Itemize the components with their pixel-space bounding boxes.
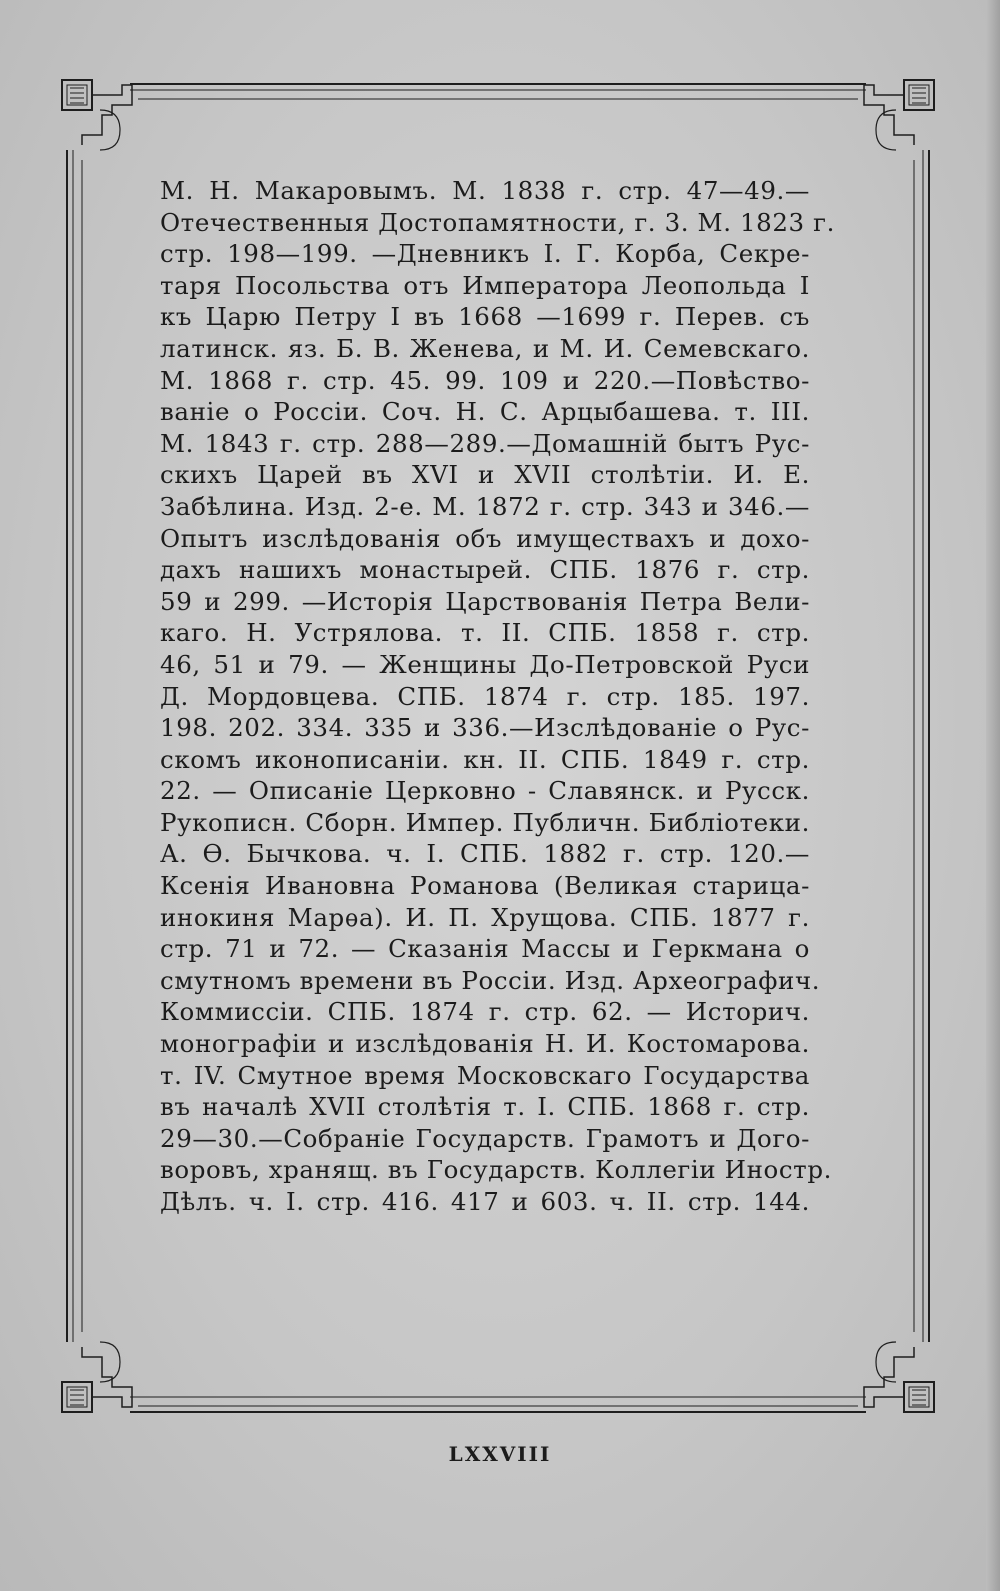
text-line: 22. — Описаніе Церковно - Славянск. и Русск. xyxy=(160,776,810,806)
corner-ornament-top-left xyxy=(62,80,132,150)
text-line: воровъ, хранящ. въ Государств. Коллегіи Иностр. xyxy=(160,1155,832,1185)
text-line: Опытъ изслѣдованія объ имуществахъ и дохо- xyxy=(160,523,810,553)
text-line: инокиня Марѳа). И. П. Хрущова. СПБ. 1877 г. xyxy=(160,902,810,932)
text-line: Коммиссіи. СПБ. 1874 г. стр. 62. — Историч. xyxy=(160,997,810,1027)
text-line: Рукописн. Сборн. Импер. Публичн. Библіотеки. xyxy=(160,807,810,837)
text-line: М. 1868 г. стр. 45. 99. 109 и 220.—Повѣство- xyxy=(160,365,810,395)
text-line: таря Посольства отъ Императора Леопольда I xyxy=(160,270,810,300)
text-line: Забѣлина. Изд. 2-е. М. 1872 г. стр. 343 и 346.— xyxy=(160,491,810,521)
text-line: М. 1843 г. стр. 288—289.—Домашній бытъ Рус- xyxy=(160,428,810,458)
text-line: въ началѣ XVII столѣтія т. I. СПБ. 1868 г. стр. xyxy=(160,1092,810,1122)
text-line: 59 и 299. —Исторія Царствованія Петра Вели- xyxy=(160,586,810,616)
text-line: ваніе о Россіи. Соч. Н. С. Арцыбашева. т. III. xyxy=(160,397,810,427)
text-line: смутномъ времени въ Россіи. Изд. Археографич. xyxy=(160,965,821,995)
page-number: LXXVIII xyxy=(448,1442,552,1466)
text-line: 198. 202. 334. 335 и 336.—Изслѣдованіе о Рус- xyxy=(160,713,810,743)
text-line: скомъ иконописаніи. кн. II. СПБ. 1849 г. стр. xyxy=(160,744,810,774)
text-line: 29—30.—Собраніе Государств. Грамотъ и Дого- xyxy=(160,1123,810,1153)
text-line: латинск. яз. Б. В. Женева, и М. И. Семевскаго. xyxy=(160,333,810,363)
corner-ornament-top-right xyxy=(864,80,934,150)
text-line: стр. 71 и 72. — Сказанія Массы и Геркмана о xyxy=(160,934,810,964)
text-line: А. Ѳ. Бычкова. ч. I. СПБ. 1882 г. стр. 120.— xyxy=(160,839,810,869)
corner-ornament-bottom-right xyxy=(864,1342,934,1412)
text-line: монографіи и изслѣдованія Н. И. Костомарова. xyxy=(160,1029,810,1059)
text-line: каго. Н. Устрялова. т. II. СПБ. 1858 г. стр. xyxy=(160,618,810,648)
text-line: т. IV. Смутное время Московскаго Государства xyxy=(160,1060,810,1090)
text-line: М. Н. Макаровымъ. М. 1838 г. стр. 47—49.— xyxy=(160,176,810,205)
corner-ornament-bottom-left xyxy=(62,1342,132,1412)
bibliography-text xyxy=(160,175,835,1218)
text-line: Ксенія Ивановна Романова (Великая старица- xyxy=(160,871,810,901)
text-line: къ Царю Петру I въ 1668 —1699 г. Перев. съ xyxy=(160,302,810,332)
text-line: дахъ нашихъ монастырей. СПБ. 1876 г. стр. xyxy=(160,555,810,585)
text-line: скихъ Царей въ XVI и XVII столѣтіи. И. Е. xyxy=(160,460,810,490)
text-line: Д. Мордовцева. СПБ. 1874 г. стр. 185. 197. xyxy=(160,681,810,711)
text-line: Отечественныя Достопамятности, г. 3. М. 1823 г. xyxy=(160,207,835,237)
text-line: 46, 51 и 79. — Женщины До-Петровской Руси xyxy=(160,649,810,679)
text-line: Дѣлъ. ч. I. стр. 416. 417 и 603. ч. II. стр. 144. xyxy=(160,1187,810,1216)
text-line: стр. 198—199. —Дневникъ І. Г. Корба, Секре- xyxy=(160,239,810,269)
